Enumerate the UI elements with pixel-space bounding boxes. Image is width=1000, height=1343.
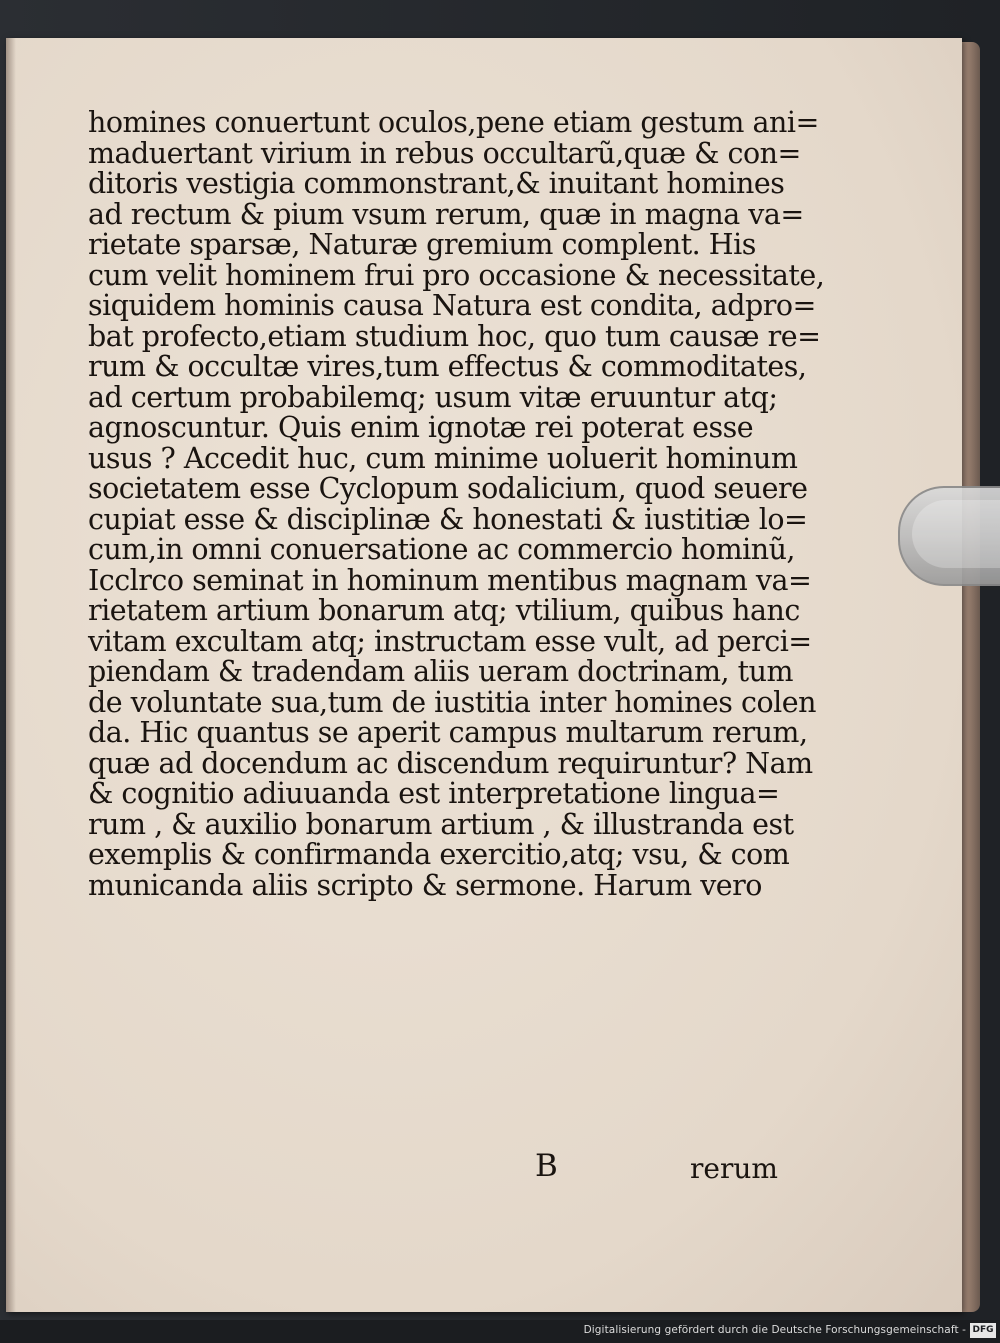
text-line: vitam excultam atq; instructam esse vult, ad perci= (88, 624, 812, 658)
footer-bar (0, 1320, 1000, 1343)
text-line: piendam & tradendam aliis ueram doctrinam, tum (88, 655, 794, 688)
text-line: rietate sparsæ, Naturæ gremium complent. His (88, 228, 756, 261)
text-line: municanda aliis scripto & sermone. Harum vero (88, 868, 762, 902)
text-line: bat profecto,etiam studium hoc, quo tum causæ re= (88, 319, 821, 353)
text-line: quæ ad docendum ac discendum requiruntur? Nam (88, 746, 813, 780)
text-line: agnoscuntur. Quis enim ignotæ rei poterat esse (88, 411, 754, 444)
text-line: usus ? Accedit huc, cum minime uoluerit hominum (88, 441, 798, 475)
text-line: cupiat esse & disciplinæ & honestati & iustitiæ lo= (88, 502, 808, 536)
signature-mark: B (535, 1148, 558, 1184)
catchword: rerum (690, 1152, 778, 1185)
text-line: Icclrco seminat in hominum mentibus magnam va= (88, 563, 812, 597)
text-line: siquidem hominis causa Natura est condita, adpro= (88, 289, 816, 322)
text-line: ditoris vestigia commonstrant,& inuitant homines (88, 167, 785, 200)
text-line: da. Hic quantus se aperit campus multarum rerum, (88, 716, 808, 749)
text-line: ad rectum & pium vsum rerum, quæ in magna va= (88, 197, 804, 231)
text-line: rum , & auxilio bonarum artium , & illustranda est (88, 807, 794, 841)
text-line: cum velit hominem frui pro occasione & necessitate, (88, 258, 825, 292)
text-line: ad certum probabilemq; usum vitæ eruuntur atq; (88, 380, 778, 414)
page-clip-highlight (912, 500, 1000, 568)
text-line: exemplis & confirmanda exercitio,atq; vsu, & com (88, 838, 790, 871)
dfg-logo: DFG (970, 1323, 996, 1338)
text-line: maduertant virium in rebus occultarũ,quæ & con= (88, 136, 801, 170)
text-line: homines conuertunt oculos,pene etiam gestum ani= (88, 106, 819, 139)
page-gutter-shadow (6, 38, 16, 1312)
text-line: cum,in omni conuersatione ac commercio hominũ, (88, 533, 795, 566)
body-text (88, 106, 825, 902)
text-line: societatem esse Cyclopum sodalicium, quod seuere (88, 472, 808, 505)
text-line: & cognitio adiuuanda est interpretatione lingua= (88, 777, 780, 810)
funding-notice: Digitalisierung gefördert durch die Deutsche Forschungsgemeinschaft - (583, 1324, 966, 1336)
text-line: rietatem artium bonarum atq; vtilium, quibus hanc (88, 594, 800, 627)
text-line: de voluntate sua,tum de iustitia inter homines colen (88, 685, 816, 719)
text-line: rum & occultæ vires,tum effectus & commoditates, (88, 350, 807, 383)
